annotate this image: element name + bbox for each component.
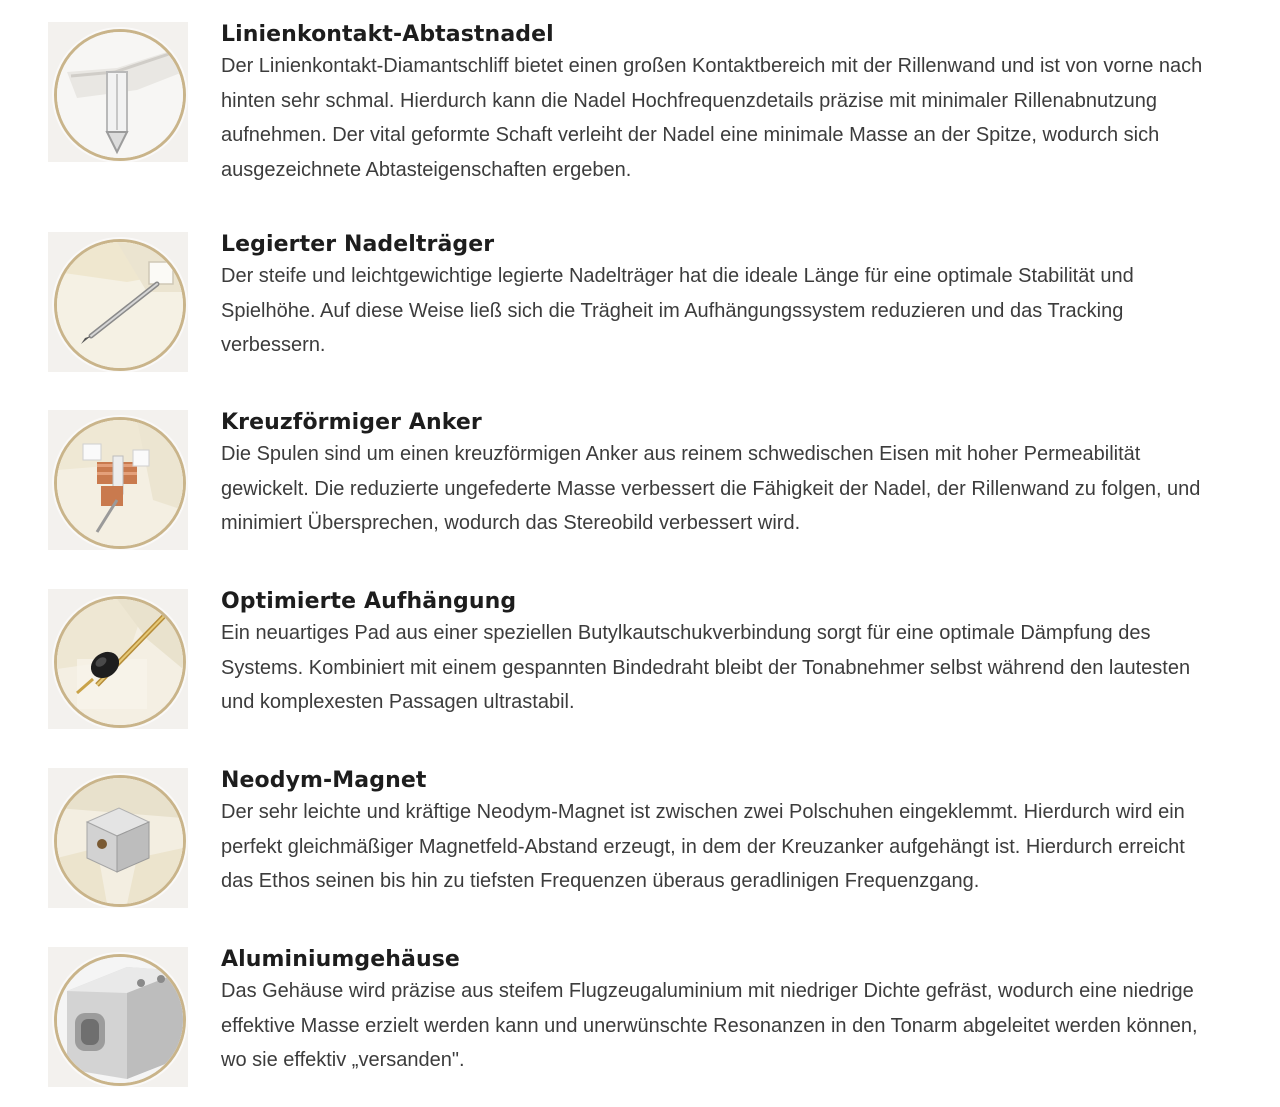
feature-description: Der steife und leichtgewichtige legierte Nadelträger hat die ideale Länge für eine optimale Stabilität und Spielhöhe. Auf diese Weise ließ sich die Trägheit im Aufhängungssystem reduzieren und das Tracking verbessern. — [221, 265, 1134, 356]
cantilever-icon — [54, 239, 186, 371]
feature-item-stylus — [48, 22, 1248, 181]
feature-thumbnail — [48, 232, 188, 372]
feature-thumbnail — [48, 22, 188, 162]
feature-item-suspension — [48, 589, 1248, 739]
feature-item-armature — [48, 410, 1248, 560]
feature-title: Optimierte Aufhängung — [221, 589, 517, 614]
feature-item-cantilever — [48, 232, 1248, 382]
feature-description: Der Linienkontakt-Diamantschliff bietet einen großen Kontaktbereich mit der Rillenwand und ist von vorne nach hinten sehr schmal. Hierdurch kann die Nadel Hochfrequenzdetails präzise mit minimaler Rillenabnutzung aufnehmen. Der vital geformte Schaft verleiht der Nadel eine minimale Masse an der Spitze, wodurch sich ausgezeichnete Abtasteigenschaften ergeben. — [221, 55, 1203, 181]
feature-thumbnail — [48, 589, 188, 729]
feature-title: Linienkontakt-Abtastnadel — [221, 22, 554, 47]
feature-title: Aluminiumgehäuse — [221, 947, 460, 972]
feature-item-magnet — [48, 768, 1248, 918]
feature-description: Ein neuartiges Pad aus einer speziellen Butylkautschukverbindung sorgt für eine optimale Dämpfung des Systems. Kombiniert mit einem gespannten Bindedraht bleibt der Tonabnehmer selbst während den lautesten und komplexesten Passagen ultrastabil. — [221, 622, 1191, 713]
feature-title: Kreuzförmiger Anker — [221, 410, 482, 435]
feature-title: Legierter Nadelträger — [221, 232, 495, 257]
magnet-icon — [54, 775, 186, 907]
feature-description: Die Spulen sind um einen kreuzförmigen Anker aus reinem schwedischen Eisen mit hoher Permeabilität gewickelt. Die reduzierte ungefederte Masse verbessert die Fähigkeit der Nadel, der Rillenwand zu folgen, und minimiert Übersprechen, wodurch das Stereobild verbessert wird. — [221, 443, 1201, 534]
feature-title: Neodym-Magnet — [221, 768, 427, 793]
suspension-icon — [54, 596, 186, 728]
feature-thumbnail — [48, 410, 188, 550]
feature-description: Der sehr leichte und kräftige Neodym-Magnet ist zwischen zwei Polschuhen eingeklemmt. Hierdurch wird ein perfekt gleichmäßiger Magnetfeld-Abstand erzeugt, in dem der Kreuzanker aufgehängt ist. Hierdurch erreicht das Ethos seinen bis hin zu tiefsten Frequenzen überaus geradlinigen Frequenzgang. — [221, 801, 1185, 892]
feature-thumbnail — [48, 947, 188, 1087]
feature-description: Das Gehäuse wird präzise aus steifem Flugzeugaluminium mit niedriger Dichte gefräst, wodurch eine niedrige effektive Masse erzielt werden kann und unerwünschte Resonanzen in den Tonarm abgeleitet werden können, wo sie effektiv „versanden". — [221, 980, 1198, 1071]
cross-armature-icon — [54, 417, 186, 549]
feature-item-housing — [48, 947, 1248, 1097]
stylus-tip-icon — [54, 29, 186, 161]
feature-thumbnail — [48, 768, 188, 908]
aluminium-housing-icon — [54, 954, 186, 1086]
